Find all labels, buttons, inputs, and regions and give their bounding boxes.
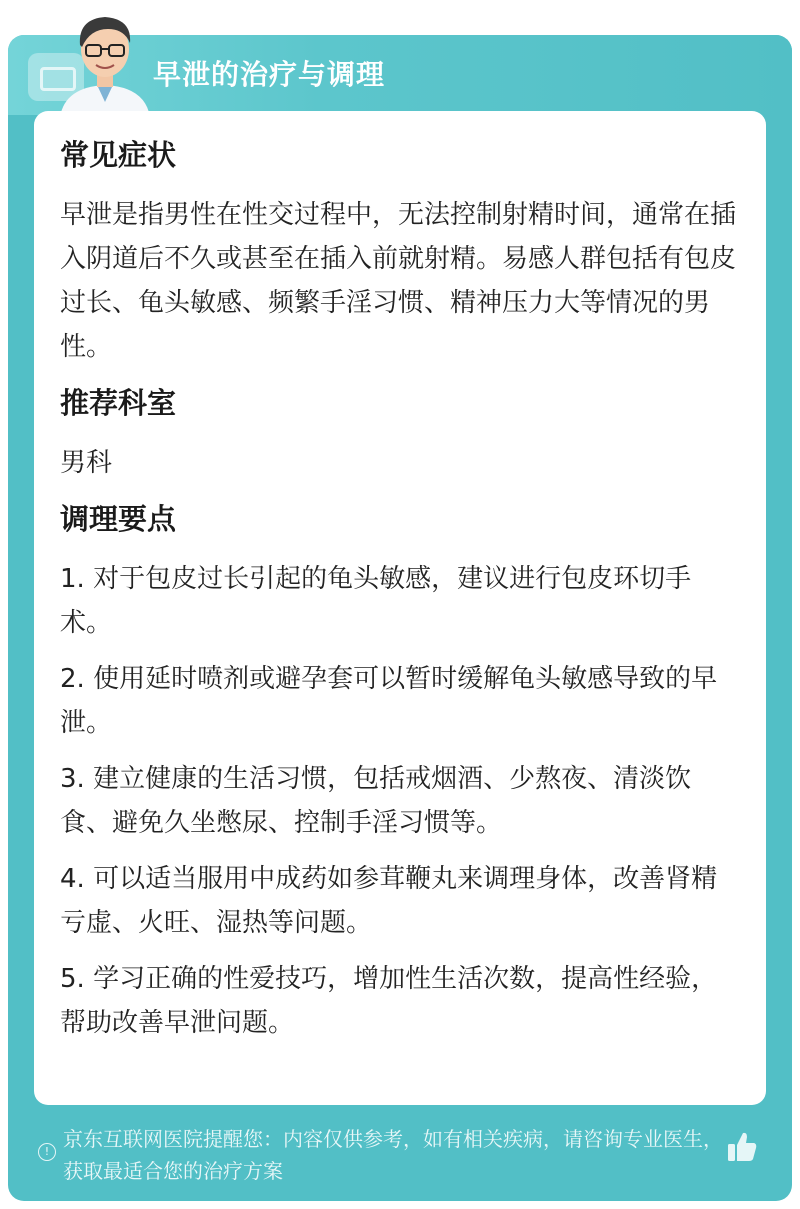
- care-item: 1. 对于包皮过长引起的龟头敏感，建议进行包皮环切手术。: [60, 564, 692, 638]
- symptoms-heading: 常见症状: [60, 138, 177, 172]
- page-title: 早泄的治疗与调理: [153, 58, 386, 91]
- card-header: [8, 35, 792, 115]
- thumbs-up-icon[interactable]: [722, 1127, 762, 1167]
- footer: [8, 1117, 792, 1187]
- care-heading: 调理要点: [60, 502, 177, 536]
- care-item: 2. 使用延时喷剂或避孕套可以暂时缓解龟头敏感导致的早泄。: [60, 664, 718, 738]
- department-text: 男科: [60, 448, 113, 478]
- content-panel: [34, 111, 766, 1105]
- department-heading: 推荐科室: [60, 386, 177, 420]
- info-card: [8, 35, 792, 1201]
- disclaimer-text: 京东互联网医院提醒您：内容仅供参考，如有相关疾病，请咨询专业医生，获取最适合您的治疗方案: [63, 1127, 723, 1183]
- symptoms-text: 早泄是指男性在性交过程中，无法控制射精时间，通常在插入阴道后不久或甚至在插入前就射精。易感人群包括有包皮过长、龟头敏感、频繁手淫习惯、精神压力大等情况的男性。: [60, 200, 737, 362]
- care-item: 4. 可以适当服用中成药如参茸鞭丸来调理身体，改善肾精亏虚、火旺、湿热等问题。: [60, 864, 718, 938]
- doctor-avatar: [50, 7, 160, 117]
- care-item: 5. 学习正确的性爱技巧，增加性生活次数，提高性经验，帮助改善早泄问题。: [60, 964, 718, 1038]
- care-item: 3. 建立健康的生活习惯，包括戒烟酒、少熬夜、清淡饮食、避免久坐憋尿、控制手淫习惯等。: [60, 764, 692, 838]
- info-icon: !: [38, 1143, 56, 1161]
